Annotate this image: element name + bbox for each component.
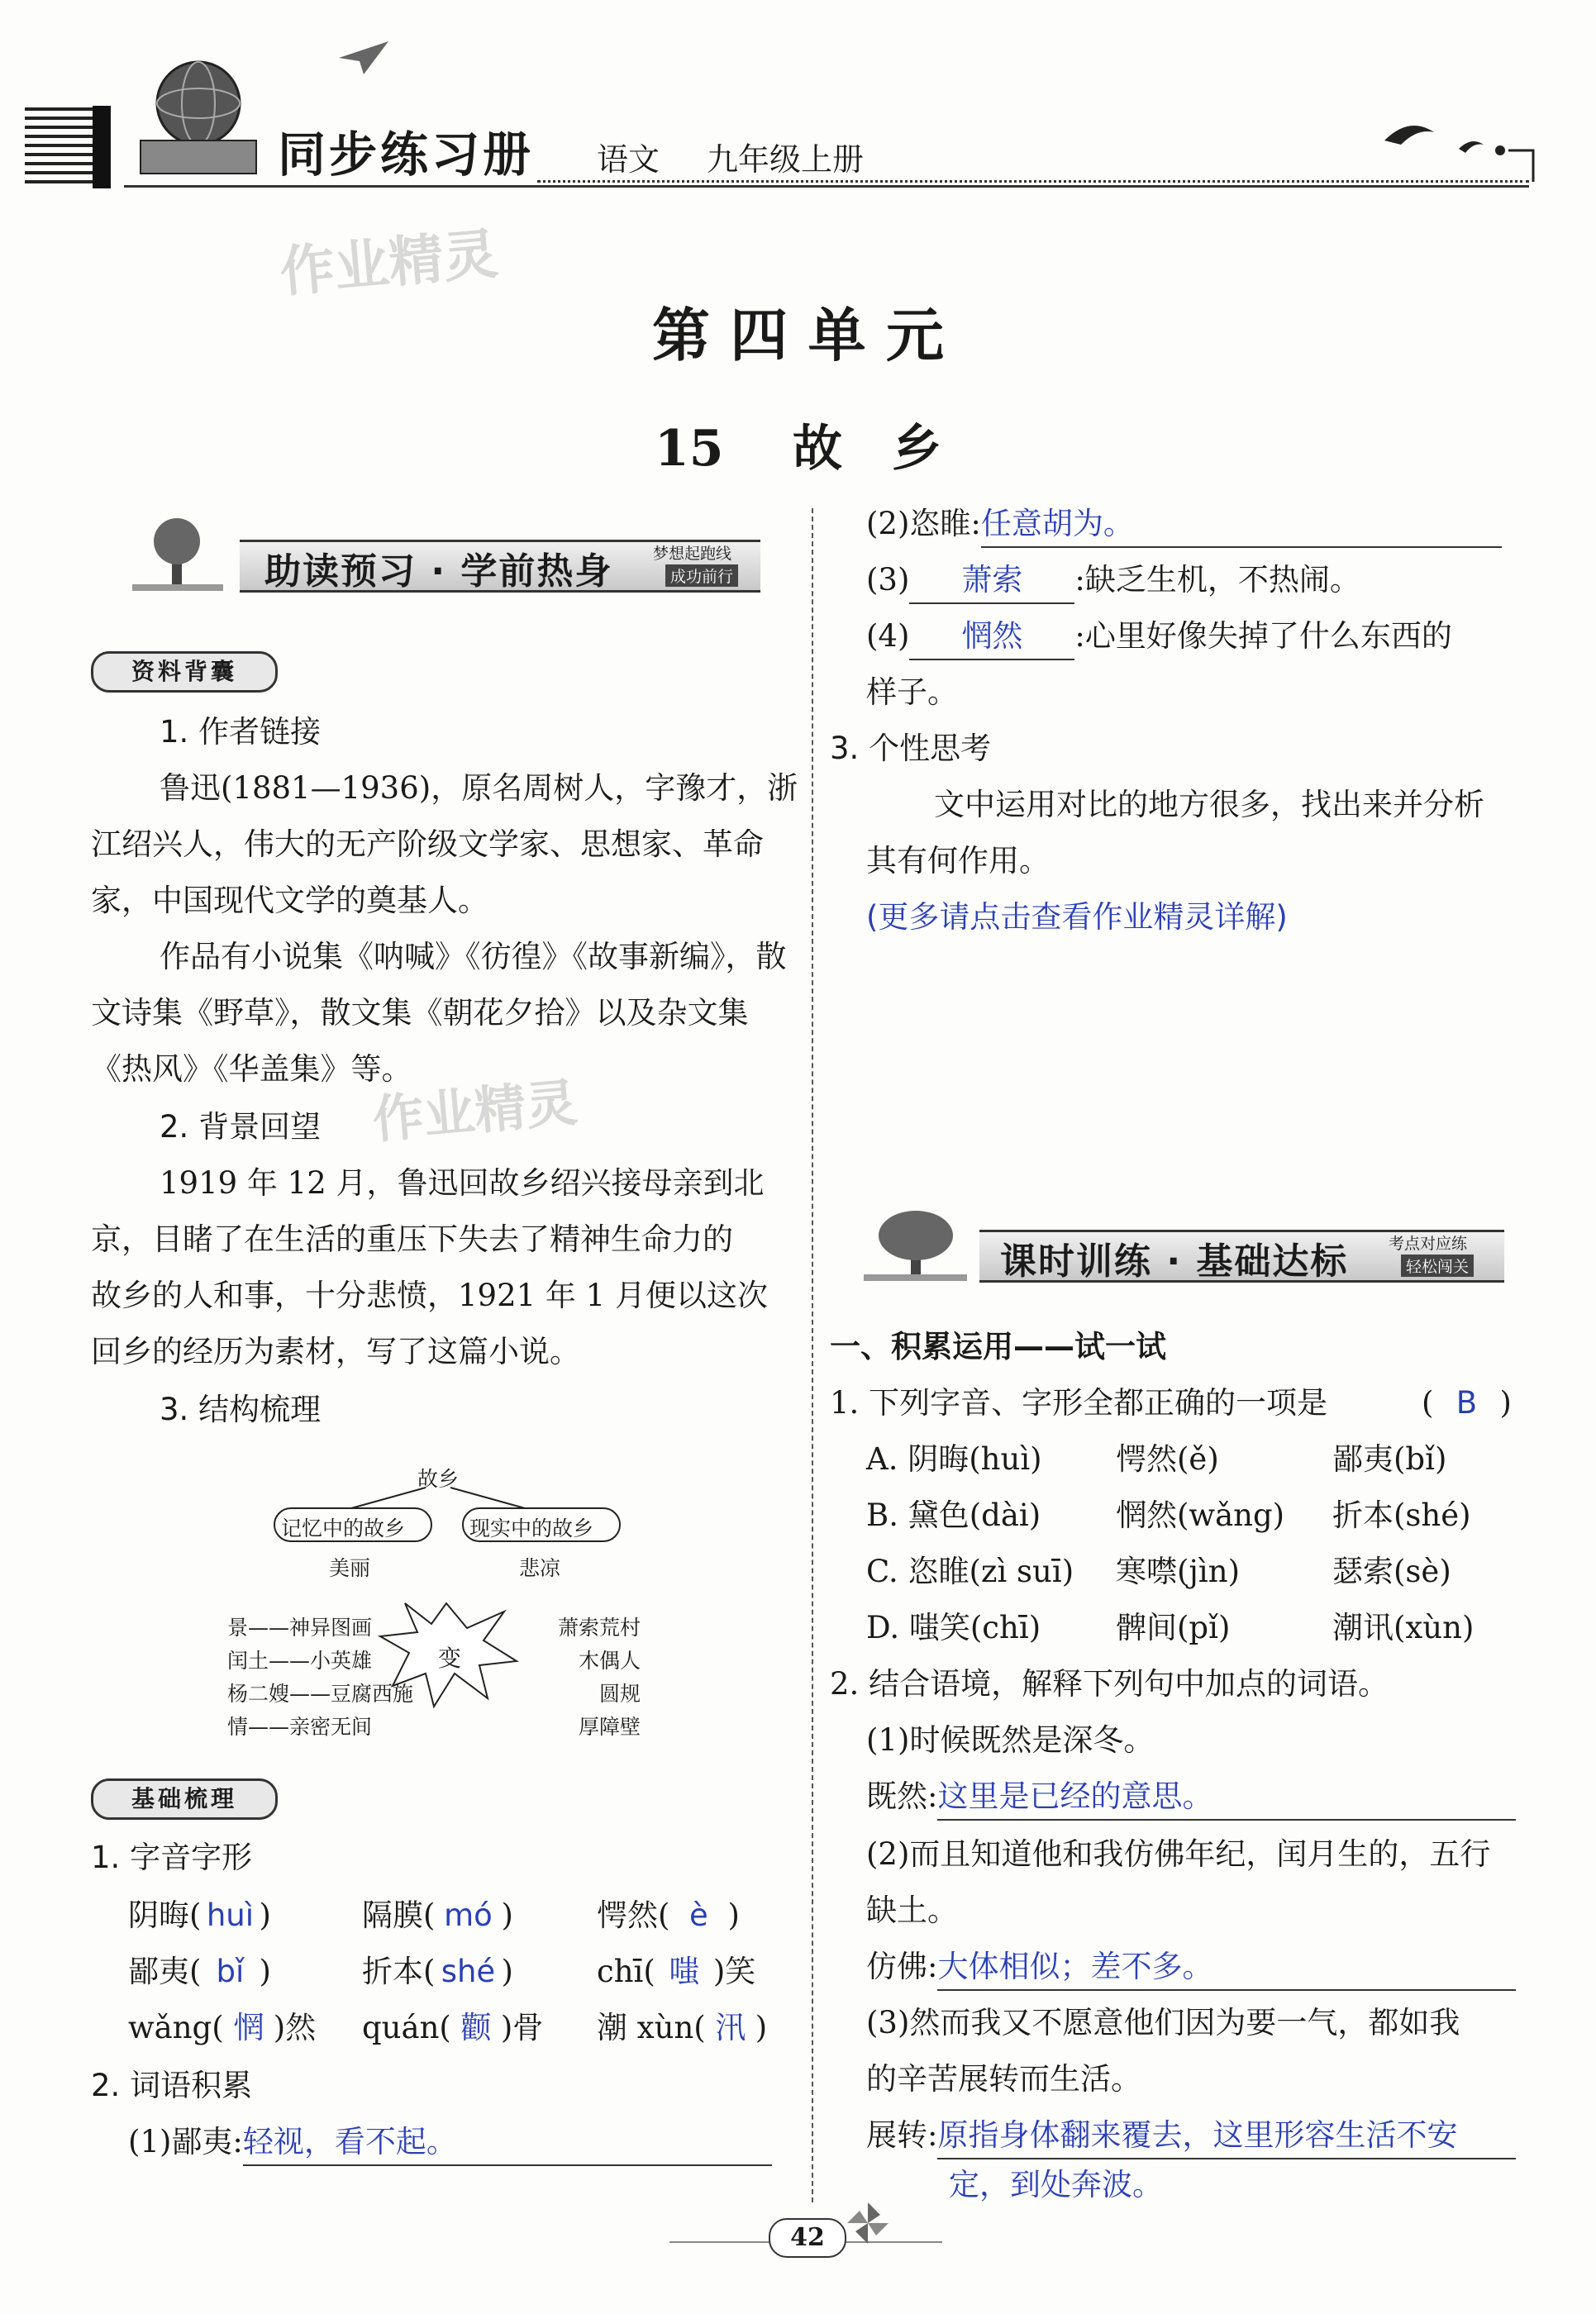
page-number-box (769, 2218, 846, 2258)
sentence-3-l1: (3)然而我又不愿意他们因为要一气，都如我 (866, 2005, 1460, 2040)
s1-p2-l3: 《热风》《华盖集》等。 (91, 1051, 412, 1087)
s2-l1: 1919 年 12 月，鲁迅回故乡绍兴接母亲到北 (160, 1165, 765, 1201)
mc-option-cell: D. 嗤笑(chī) (866, 1610, 1041, 1645)
banner-preview-title: 助读预习 · 学前热身 (264, 550, 613, 593)
book-title: 同步练习册 (278, 126, 535, 183)
r-q2-3: (3) 萧索 :缺乏生机，不热闹。 (866, 552, 1360, 608)
mc-question: 1. 下列字音、字形全都正确的一项是 (830, 1385, 1328, 1421)
diagram-right-item: 木偶人 (579, 1649, 641, 1673)
s2-l2: 京，目睹了在生活的重压下失去了精神生命力的 (91, 1221, 733, 1257)
sentence-1: (1)时候既然是深冬。 (866, 1722, 1155, 1758)
sentence-2-l2: 缺土。 (866, 1893, 958, 1928)
pinyin-cell: 鄙夷( bǐ ) (128, 1954, 271, 1989)
sentence-2-l1: (2)而且知道他和我仿佛年纪，闰月生的，五行 (866, 1836, 1491, 1872)
mc-option-cell: 鄙夷(bǐ) (1332, 1441, 1447, 1477)
diagram-memory: 记忆中的故乡 (281, 1516, 406, 1540)
diagram-left-item: 杨二嫂——豆腐西施 (227, 1682, 414, 1706)
diagram-reality: 现实中的故乡 (469, 1516, 594, 1540)
s1-p2-l2: 文诗集《野草》，散文集《朝花夕拾》以及杂文集 (91, 995, 749, 1031)
pinyin-cell: wǎng( 惘 )然 (128, 2010, 317, 2045)
structure-diagram (215, 1463, 678, 1744)
pinyin-cell: 阴晦( huì ) (128, 1897, 271, 1933)
diagram-center: 变 (438, 1645, 462, 1672)
diagram-left-item: 闰土——小英雄 (227, 1649, 373, 1673)
s2-l3: 故乡的人和事，十分悲愤，1921 年 1 月便以这次 (91, 1278, 768, 1313)
q2-1: (1)鄙夷:轻视，看不起。 (128, 2114, 772, 2170)
mc-option-cell: 瑟索(sè) (1332, 1554, 1451, 1589)
diagram-root: 故乡 (417, 1467, 460, 1491)
r-q2-4: (4) 惘然 :心里好像失掉了什么东西的 (866, 608, 1452, 664)
r-q3-l2: 其有何作用。 (866, 843, 1050, 878)
pinyin-cell: 愕然( è ) (597, 1897, 740, 1933)
diagram-left-item: 景——神异图画 (227, 1616, 373, 1640)
r-q2-4-cont: 样子。 (866, 674, 958, 710)
column-divider (812, 508, 813, 2202)
unit-title: 第 四 单 元 (651, 302, 945, 369)
pill-background: 资料背囊 (91, 651, 278, 693)
q2-instruction: 2. 结合语境，解释下列句中加点的词语。 (830, 1666, 1389, 1702)
banner-preview-tag2: 成功前行 (665, 564, 738, 587)
banner-practice-tag2: 轻松闯关 (1401, 1255, 1474, 1277)
banner-preview (124, 517, 760, 593)
r-q3-l1: 文中运用对比的地方很多，找出来并分析 (934, 787, 1484, 822)
diagram-memory-adj: 美丽 (329, 1556, 371, 1580)
diagram-right-item: 厚障壁 (579, 1715, 641, 1739)
banner-practice-tag1: 考点对应练 (1389, 1235, 1468, 1253)
answer-3-cont: 定，到处奔波。 (949, 2167, 1163, 2202)
pinyin-cell: quán( 颧 )骨 (362, 2010, 544, 2045)
q1-title: 1. 字音字形 (91, 1840, 253, 1875)
mc-option-cell: C. 恣睢(zì suī) (866, 1554, 1074, 1589)
banner-practice (860, 1207, 1504, 1283)
watermark: 作业精灵 (369, 1072, 580, 1150)
s1-p2-l1: 作品有小说集《呐喊》《彷徨》《故事新编》，散 (160, 939, 787, 974)
q2-title: 2. 词语积累 (91, 2068, 253, 2103)
banner-practice-title: 课时训练 · 基础达标 (1000, 1240, 1349, 1283)
s1-p1-l2: 江绍兴人，伟大的无产阶级文学家、思想家、革命 (91, 826, 764, 862)
mc-option-cell: 潮讯(xùn) (1332, 1610, 1475, 1645)
paper-plane-icon (339, 41, 388, 74)
pinyin-cell: 潮 xùn( 汛 ) (597, 2010, 768, 2045)
lesson-name: 故 乡 (793, 420, 942, 478)
page-number: 42 (790, 2223, 825, 2252)
header-grade: 九年级上册 (707, 141, 865, 178)
sentence-3-l2: 的辛苦展转而生活。 (866, 2061, 1141, 2097)
mc-option-cell: 寒噤(jìn) (1116, 1554, 1241, 1589)
pill-basics: 基础梳理 (91, 1778, 278, 1820)
answer-1: 既然:这里是已经的意思。 (866, 1769, 1516, 1825)
s2-title: 2. 背景回望 (160, 1109, 322, 1145)
mc-option-cell: 折本(shé) (1332, 1497, 1471, 1533)
header-thick-bar (93, 106, 111, 188)
s1-p1-l1: 鲁迅(1881—1936)，原名周树人，字豫才，浙 (160, 770, 798, 806)
s2-l4: 回乡的经历为素材，写了这篇小说。 (91, 1334, 580, 1369)
mc-option-cell: 髀间(pǐ) (1116, 1610, 1231, 1645)
mc-answer-bracket: ( B ) (1422, 1385, 1512, 1421)
pinyin-cell: 隔膜( mó ) (362, 1897, 513, 1933)
diagram-right-item: 萧索荒村 (558, 1616, 641, 1640)
banner-preview-tag1: 梦想起跑线 (653, 545, 732, 563)
globe-icon (124, 50, 273, 182)
birds-icon (1376, 107, 1541, 190)
diagram-left-item: 情——亲密无间 (227, 1715, 373, 1739)
watermark: 作业精灵 (277, 221, 501, 305)
tree-icon (124, 517, 231, 593)
pinwheel-icon (843, 2198, 893, 2248)
mc-option-cell: 愕然(ě) (1116, 1441, 1219, 1477)
lesson-number: 15 (654, 420, 724, 478)
s3-title: 3. 结构梳理 (160, 1392, 322, 1427)
lesson-title (0, 409, 1596, 480)
tree-icon (860, 1207, 975, 1283)
pinyin-cell: chī( 嗤 )笑 (597, 1954, 756, 1989)
mc-option-cell: 惘然(wǎng) (1116, 1497, 1285, 1533)
header-subject: 语文 (597, 141, 660, 178)
s1-p1-l3: 家，中国现代文学的奠基人。 (91, 883, 488, 918)
part1-title: 一、积累运用——试一试 (830, 1329, 1166, 1364)
mc-option-cell: A. 阴晦(huì) (866, 1441, 1042, 1477)
r-q3-title: 3. 个性思考 (830, 731, 992, 766)
answer-3: 展转:原指身体翻来覆去，这里形容生活不安 (866, 2107, 1516, 2164)
r-q2-2: (2)恣睢:任意胡为。 (866, 496, 1502, 552)
pinyin-cell: 折本( shé ) (362, 1954, 513, 1989)
detail-link[interactable]: (更多请点击查看作业精灵详解) (866, 899, 1288, 935)
diagram-right-item: 圆规 (599, 1682, 641, 1706)
mc-option-cell: B. 黛色(dài) (866, 1497, 1041, 1533)
s1-title: 1. 作者链接 (160, 714, 322, 750)
answer-2: 仿佛:大体相似；差不多。 (866, 1939, 1516, 1995)
header-solid-line (124, 185, 1529, 188)
header (0, 0, 1596, 198)
diagram-reality-adj: 悲凉 (519, 1556, 561, 1580)
